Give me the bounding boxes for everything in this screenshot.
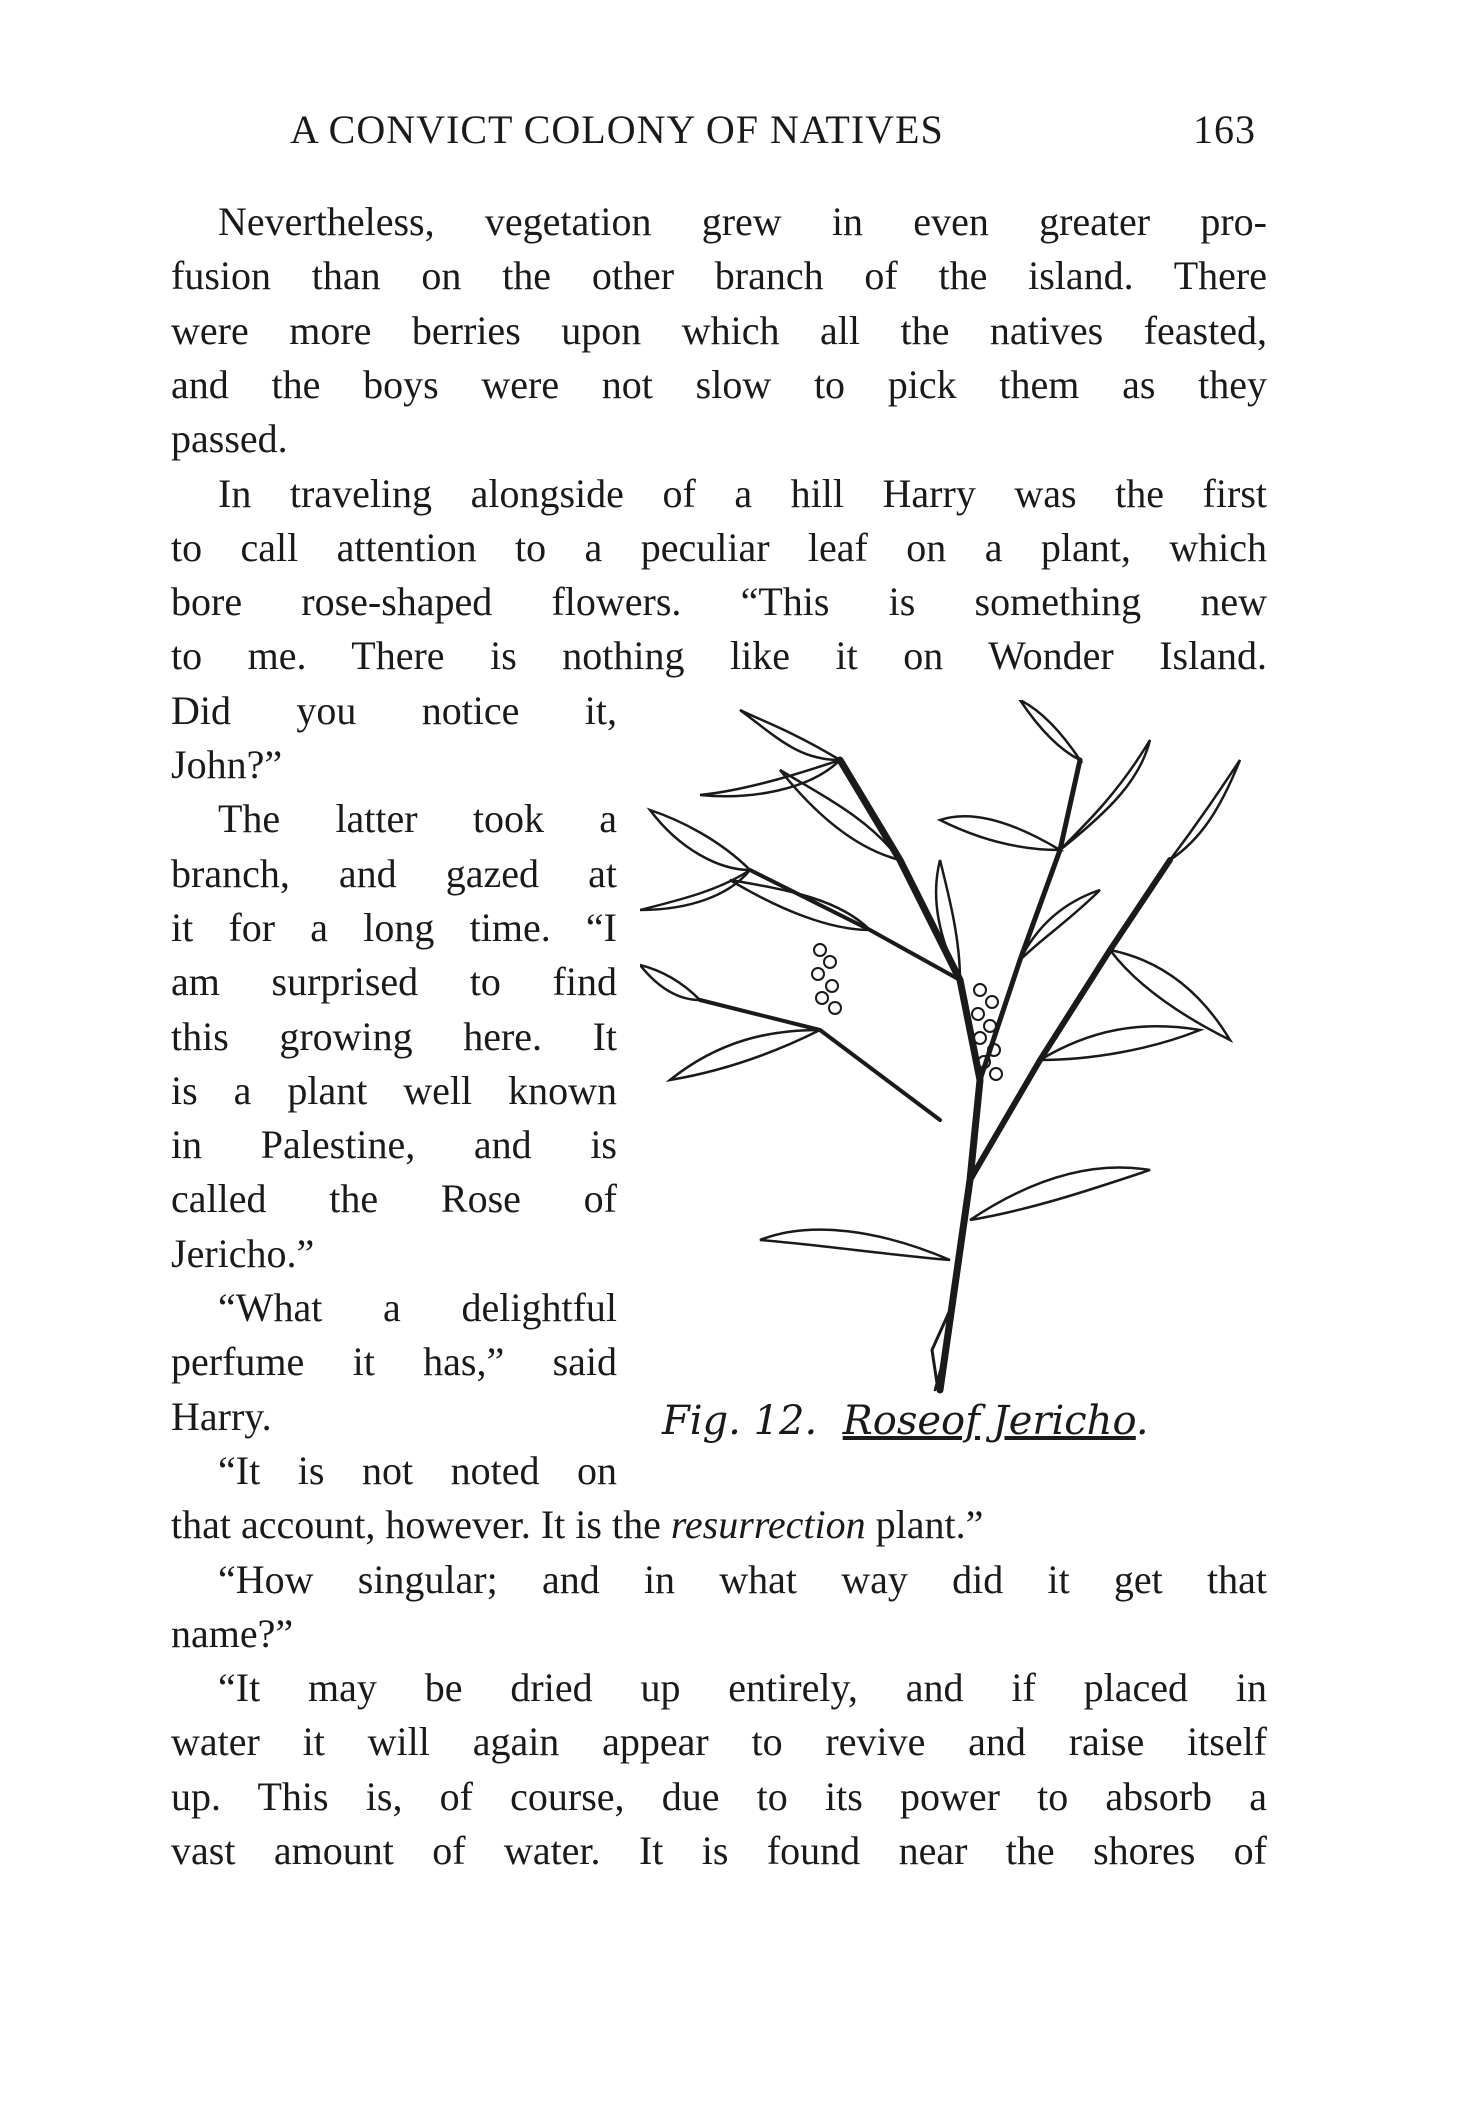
text-line: water it will again appear to revive and raise itself (171, 1719, 1267, 1765)
text-line: The latter took a (218, 796, 617, 842)
text-line: perfume it has,” said (171, 1339, 617, 1385)
rose-of-jericho-illustration (640, 700, 1260, 1400)
text-line: Nevertheless, vegetation grew in even greater pro- (218, 199, 1267, 244)
text-line: am surprised to find (171, 959, 617, 1005)
text-line: In traveling alongside of a hill Harry was the first (218, 470, 1267, 516)
text-line: up. This is, of course, due to its power to absorb a (171, 1773, 1267, 1819)
text-line: to call attention to a peculiar leaf on a plant, which (171, 524, 1267, 570)
text-segment: that account, however. It is the (171, 1502, 671, 1548)
text-line: fusion than on the other branch of the island. There (171, 253, 1267, 299)
text-line: in Palestine, and is (171, 1122, 617, 1168)
text-line: Did you notice it, (171, 687, 617, 733)
running-header-title: A CONVICT COLONY OF NATIVES (290, 107, 944, 152)
text-line: it for a long time. “I (171, 904, 617, 950)
text-line: Harry. (171, 1393, 272, 1439)
text-line: to me. There is nothing like it on Wonder Island. (171, 633, 1267, 679)
text-line-with-italic (171, 1498, 1267, 1552)
text-line: and the boys were not slow to pick them as they (171, 361, 1267, 407)
text-line: is a plant well known (171, 1067, 617, 1113)
figure-title-word-3: Jericho (992, 1398, 1136, 1444)
text-line: passed. (171, 416, 288, 462)
italic-word: resurrection (670, 1502, 866, 1548)
text-line: “What a delightful (218, 1285, 617, 1330)
text-line: called the Rose of (171, 1176, 617, 1222)
figure-title-end: . (1135, 1398, 1149, 1444)
text-line: this growing here. It (171, 1013, 617, 1059)
text-line: bore rose-shaped flowers. “This is something new (171, 579, 1267, 625)
figure-label: Fig. 12. (662, 1398, 818, 1444)
figure-caption (662, 1398, 1149, 1444)
text-line: Jericho.” (171, 1230, 315, 1276)
text-line: name?” (171, 1610, 294, 1656)
text-line: John?” (171, 742, 283, 787)
figure-title-word-2: of (941, 1398, 980, 1444)
text-line: vast amount of water. It is found near the shores of (171, 1828, 1267, 1873)
text-line: branch, and gazed at (171, 850, 617, 896)
page-number: 163 (1193, 107, 1256, 152)
figure-title-word-1: Rose (842, 1398, 942, 1444)
text-line: “How singular; and in what way did it get that (218, 1556, 1267, 1602)
text-line: “It may be dried up entirely, and if placed in (218, 1665, 1267, 1711)
text-line: “It is not noted on (218, 1447, 617, 1493)
text-segment: plant.” (865, 1502, 984, 1548)
text-line: were more berries upon which all the natives feasted, (171, 307, 1267, 353)
